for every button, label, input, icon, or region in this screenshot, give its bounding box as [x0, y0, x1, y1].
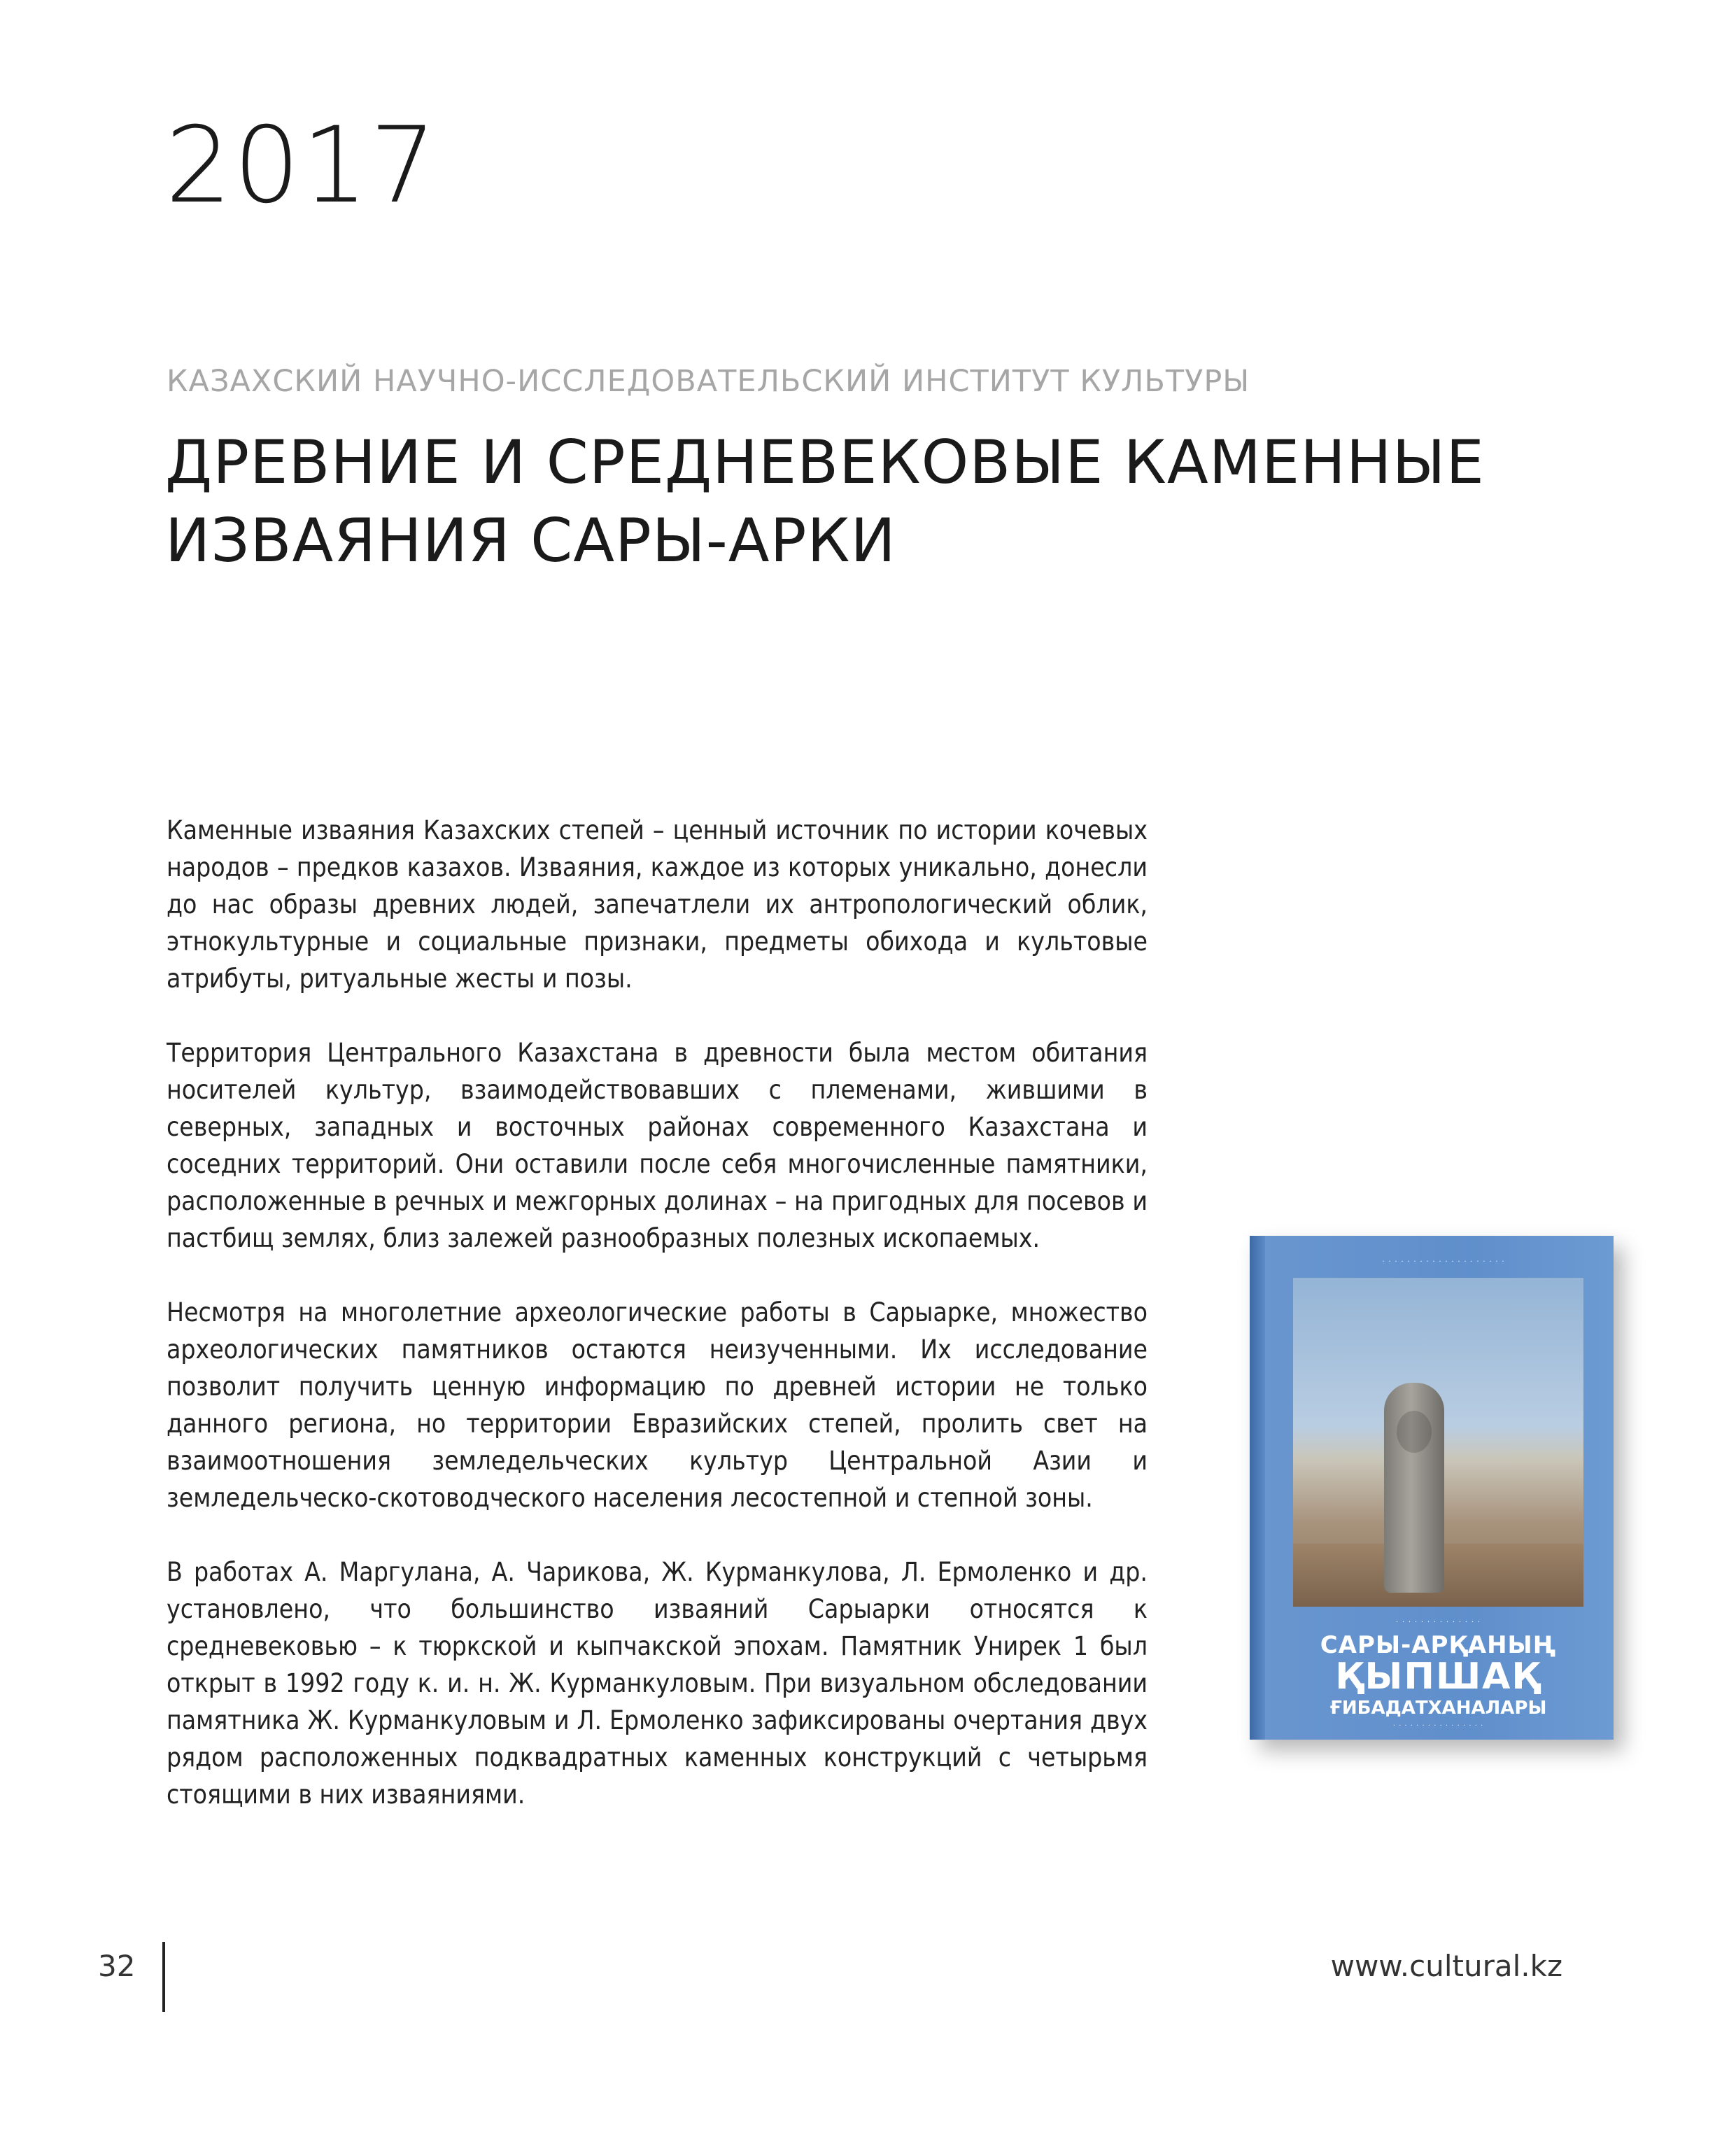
footer-divider [162, 1942, 165, 2012]
article-body [167, 812, 1148, 1850]
book-cover-image [1250, 1236, 1614, 1740]
page-title [165, 423, 1565, 580]
book-bottom-line: · · · · · · · · · · · · · · · · [1392, 1722, 1484, 1730]
paragraph-3: Несмотря на многолетние археологические работы в Сарыарке, множество археологических памятников остаются неизученными. Их исследование позволит получить ценную информацию по древней истории не только данного региона, но территории Евразийских степей, пролить свет на взаимоотношения земледельческих культур Центральной Азии и земледельческо-скотоводческого населения лесостепной и степной зоны. [167, 1297, 1148, 1513]
stone-statue-icon [1384, 1383, 1444, 1593]
book-subtitle-line: · · · · · · · · · · · · · · [1395, 1617, 1481, 1626]
book-spine [1250, 1236, 1265, 1740]
book-cover-photo [1293, 1278, 1583, 1607]
book-authors-line: · · · · · · · · · · · · · · · · · · · · [1382, 1257, 1505, 1266]
book-title-line-3: ҒИБАДАТХАНАЛАРЫ [1329, 1698, 1547, 1719]
paragraph-2: Территория Центрального Казахстана в древности была местом обитания носителей культур, взаимодействовавших с племенами, жившими в северных, западных и восточных районах современного Казахстана и соседних территорий. Они оставили после себя многочисленные памятники, расположенные в речных и межгорных долинах – на пригодных для посевов и пастбищ землях, близ залежей разнообразных полезных ископаемых. [167, 1038, 1148, 1253]
paragraph-4: В работах А. Маргулана, А. Чарикова, Ж. Курманкулова, Л. Ермоленко и др. установлено, что большинство изваяний Сарыарки относятся к средневековью – к тюркской и кыпчакской эпохам. Памятник Унирек 1 был открыт в 1992 году к. и. н. Ж. Курманкуловым. При визуальном обследовании памятника Ж. Курманкуловым и Л. Ермоленко зафиксированы очертания двух рядом расположенных подквадратных каменных конструкций с четырьмя стоящими в них изваяниями. [167, 1557, 1148, 1810]
title-line-2: ИЗВАЯНИЯ САРЫ-АРКИ [165, 506, 896, 576]
institute-name: КАЗАХСКИЙ НАУЧНО-ИССЛЕДОВАТЕЛЬСКИЙ ИНСТИТУТ КУЛЬТУРЫ [167, 364, 1250, 399]
page-number: 32 [98, 1949, 136, 1983]
book-title-line-2: ҚЫПШАҚ [1335, 1656, 1541, 1698]
book-title-line-1: САРЫ-АРҚАНЫҢ [1320, 1631, 1557, 1659]
year-heading: 2017 [165, 105, 438, 227]
paragraph-1: Каменные изваяния Казахских степей – ценный источник по истории кочевых народов – предков казахов. Изваяния, каждое из которых уникально, донесли до нас образы древних людей, запечатлели их антропологический облик, этнокультурные и социальные признаки, предметы обихода и культовые атрибуты, ритуальные жесты и позы. [167, 815, 1148, 994]
title-line-1: ДРЕВНИЕ И СРЕДНЕВЕКОВЫЕ КАМЕННЫЕ [165, 428, 1485, 498]
statue-face [1397, 1411, 1432, 1453]
website-link[interactable]: www.cultural.kz [1330, 1949, 1562, 1983]
